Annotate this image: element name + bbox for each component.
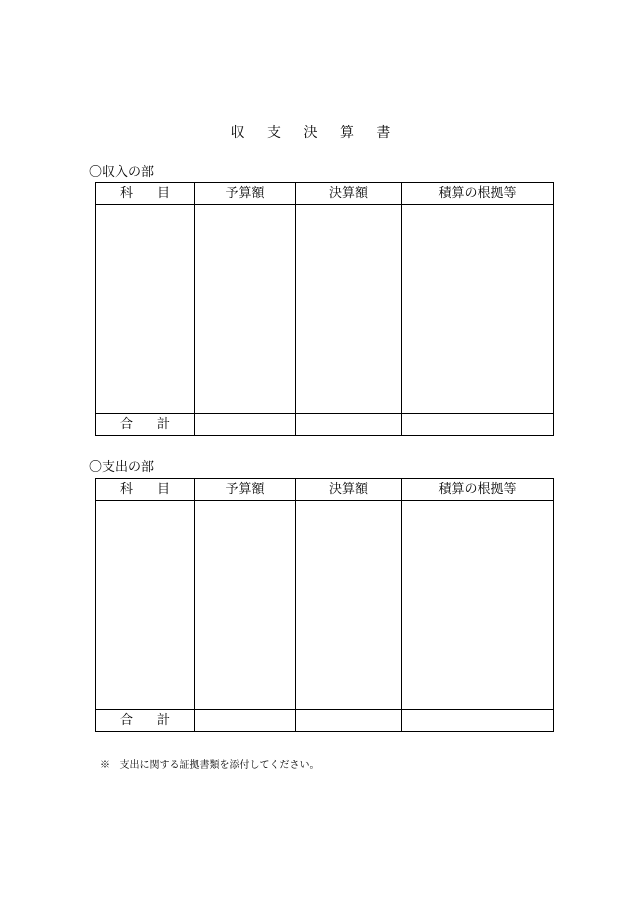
income-total-basis-cell[interactable] [402,414,554,436]
income-total-row [96,414,554,436]
income-header-budget: 予算額 [195,183,296,205]
expense-header-basis: 積算の根拠等 [402,479,554,501]
income-header-basis: 積算の根拠等 [402,183,554,205]
expense-entry-item-cell[interactable] [96,501,195,710]
income-entry-row [96,205,554,414]
income-header-actual: 決算額 [296,183,402,205]
income-header-item [96,183,195,205]
income-header-row [96,183,554,205]
expense-section-heading: 〇支出の部 [89,460,155,475]
footnote-mark: ※ [100,760,110,771]
expense-entry-actual-cell[interactable] [296,501,402,710]
income-entry-budget-cell[interactable] [195,205,296,414]
expense-total-label-second: 計 [157,713,171,728]
expense-entry-budget-cell[interactable] [195,501,296,710]
expense-table [95,478,554,732]
income-table [95,182,554,436]
income-entry-actual-cell[interactable] [296,205,402,414]
expense-header-row [96,479,554,501]
footnote-text: 支出に関する証拠書類を添付してください。 [119,760,320,771]
expense-total-label [96,710,195,732]
income-total-label-first: 合 [119,417,133,432]
expense-header-item-first: 科 [119,482,133,497]
income-header-item-first: 科 [119,186,133,201]
expense-total-row [96,710,554,732]
income-section-heading: 〇収入の部 [89,165,155,180]
income-total-actual-cell[interactable] [296,414,402,436]
income-total-budget-cell[interactable] [195,414,296,436]
expense-entry-row [96,501,554,710]
document-title: 収 支 決 算 書 [230,125,400,141]
expense-total-basis-cell[interactable] [402,710,554,732]
income-entry-basis-cell[interactable] [402,205,554,414]
income-header-item-second: 目 [157,186,171,201]
expense-header-actual: 決算額 [296,479,402,501]
expense-header-budget: 予算額 [195,479,296,501]
expense-total-budget-cell[interactable] [195,710,296,732]
income-total-label-second: 計 [157,417,171,432]
income-total-label [96,414,195,436]
footnote [100,759,320,773]
expense-total-label-first: 合 [119,713,133,728]
expense-header-item [96,479,195,501]
expense-total-actual-cell[interactable] [296,710,402,732]
income-entry-item-cell[interactable] [96,205,195,414]
expense-header-item-second: 目 [157,482,171,497]
expense-entry-basis-cell[interactable] [402,501,554,710]
